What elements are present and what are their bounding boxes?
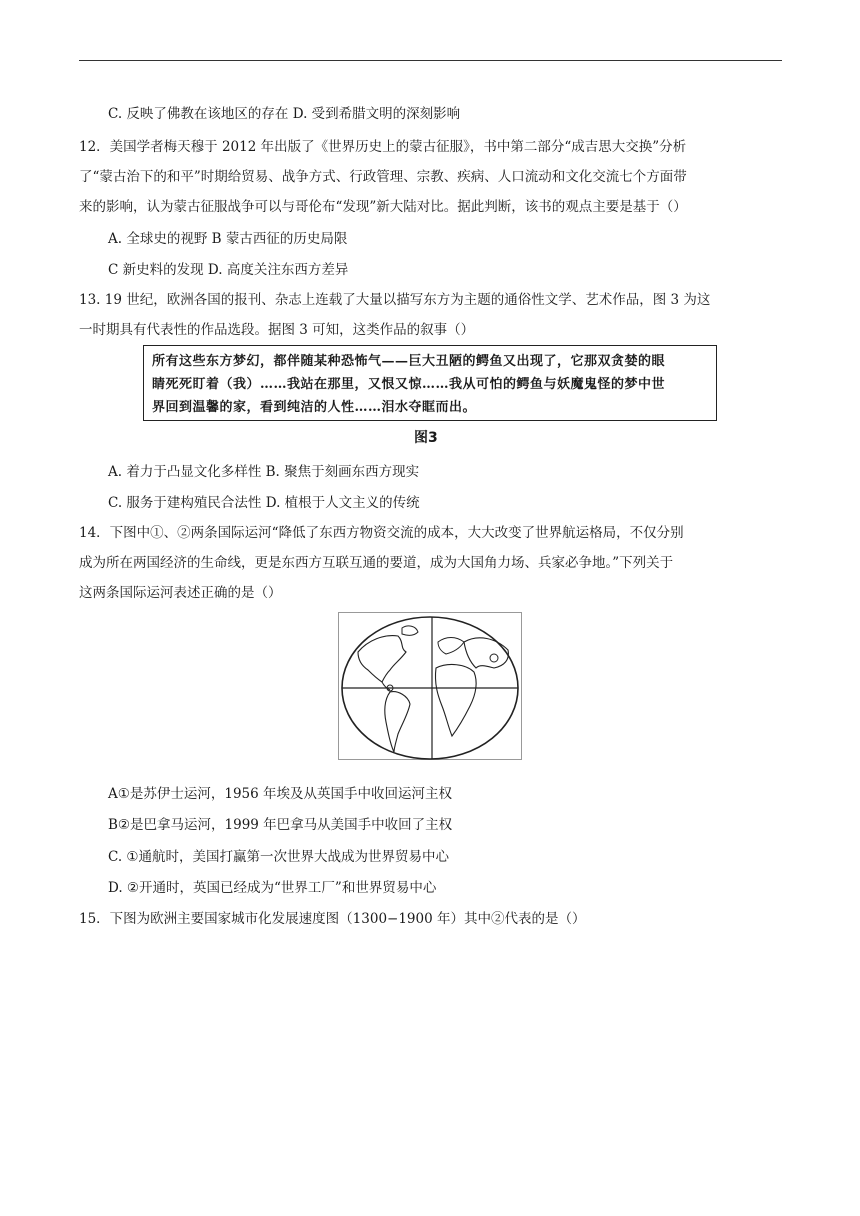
quote-line: 所有这些东方梦幻，都伴随某种恐怖气——巨大丑陋的鳄鱼又出现了，它那双贪婪的眼 xyxy=(152,354,666,369)
q14-option-a: A①是苏伊士运河，1956 年埃及从英国手中收回运河主权 xyxy=(108,786,452,802)
figure3-caption: 图3 xyxy=(414,430,438,446)
figure3-quote-box xyxy=(143,345,717,421)
q14-option-d: D. ②开通时，英国已经成为“世界工厂”和世界贸易中心 xyxy=(108,880,437,896)
q14-stem-line2: 成为所在两国经济的生命线，更是东西方互联互通的要道，成为大国角力场、兵家必争地。”下列关于 xyxy=(79,555,674,571)
world-map-globe xyxy=(338,612,522,760)
q13-options-ab: A. 着力于凸显文化多样性 B. 聚焦于刻画东西方现实 xyxy=(108,464,420,480)
q12-options-cd: C 新史料的发现 D. 高度关注东西方差异 xyxy=(108,262,349,278)
q12-options-ab: A. 全球史的视野 B 蒙古西征的历史局限 xyxy=(108,231,348,247)
q14-stem-line3: 这两条国际运河表述正确的是（） xyxy=(79,585,282,601)
q12-stem-line2: 了“蒙古治下的和平”时期给贸易、战争方式、行政管理、宗教、疾病、人口流动和文化交流七个方面带 xyxy=(79,169,687,185)
q12-stem-line3: 来的影响，认为蒙古征服战争可以与哥伦布“发现”新大陆对比。据此判断，该书的观点主要是基于（） xyxy=(79,199,687,215)
q11-options-cd: C. 反映了佛教在该地区的存在 D. 受到希腊文明的深刻影响 xyxy=(108,106,461,122)
q13-options-cd: C. 服务于建构殖民合法性 D. 植根于人文主义的传统 xyxy=(108,495,420,511)
header-rule xyxy=(79,60,782,61)
quote-line: 睛死死盯着（我）……我站在那里，又恨又惊……我从可怕的鳄鱼与妖魔鬼怪的梦中世 xyxy=(152,377,666,392)
quote-line: 界回到温馨的家，看到纯洁的人性……泪水夺眶而出。 xyxy=(152,400,477,415)
q12-stem-line1: 12．美国学者梅天穆于 2012 年出版了《世界历史上的蒙古征服》，书中第二部分“成吉思大交换”分析 xyxy=(79,139,687,155)
q14-option-c: C. ①通航时，美国打赢第一次世界大战成为世界贸易中心 xyxy=(108,849,450,865)
q14-option-b: B②是巴拿马运河，1999 年巴拿马从美国手中收回了主权 xyxy=(108,817,453,833)
q14-stem-line1: 14．下图中①、②两条国际运河“降低了东西方物资交流的成本，大大改变了世界航运格局，不仅分别 xyxy=(79,525,684,541)
q13-stem-line2: 一时期具有代表性的作品选段。据图 3 可知，这类作品的叙事（） xyxy=(79,322,475,338)
q15-stem: 15．下图为欧洲主要国家城市化发展速度图（1300−1900 年）其中②代表的是（） xyxy=(79,911,586,927)
q13-stem-line1: 13. 19 世纪，欧洲各国的报刊、杂志上连载了大量以描写东方为主题的通俗性文学、艺术作品，图 3 为这 xyxy=(79,292,711,308)
